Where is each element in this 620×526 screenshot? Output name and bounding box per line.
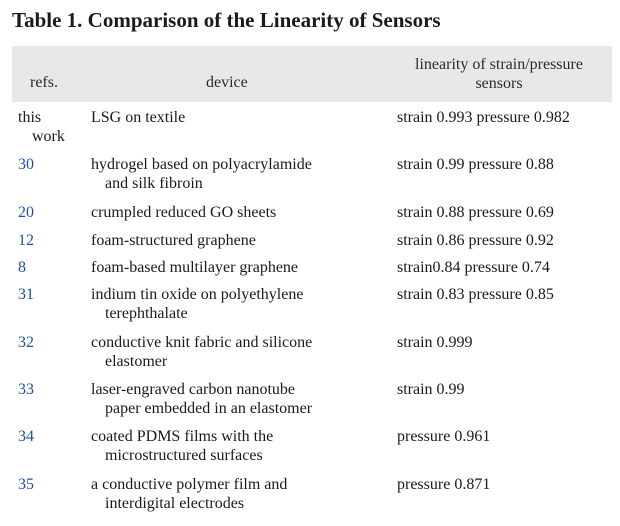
ref-link[interactable]: 33 <box>18 381 34 398</box>
table-title: Table 1. Comparison of the Linearity of Sensors <box>12 8 441 32</box>
device-text-line1: coated PDMS films with the <box>91 428 274 445</box>
device-cell <box>91 285 381 323</box>
device-cell <box>91 203 381 222</box>
column-header-linearity-line1: linearity of strain/pressure <box>415 56 583 73</box>
device-text-line2: interdigital electrodes <box>105 495 245 512</box>
ref-link[interactable]: 8 <box>18 259 26 276</box>
device-text-line1: conductive knit fabric and silicone <box>91 334 313 351</box>
device-cell <box>91 155 381 193</box>
device-text-line1: foam-based multilayer graphene <box>91 259 299 276</box>
device-text-line2: paper embedded in an elastomer <box>105 400 313 417</box>
linearity-cell: strain 0.83 pressure 0.85 <box>397 286 554 303</box>
ref-link[interactable]: 12 <box>18 232 34 249</box>
linearity-cell: strain 0.88 pressure 0.69 <box>397 204 554 221</box>
linearity-cell: strain 0.86 pressure 0.92 <box>397 232 554 249</box>
device-text-line2: elastomer <box>105 353 168 370</box>
linearity-cell: strain0.84 pressure 0.74 <box>397 259 550 276</box>
device-text-line1: hydrogel based on polyacrylamide <box>91 156 312 173</box>
linearity-cell: strain 0.99 <box>397 381 465 398</box>
column-header-linearity <box>392 55 606 93</box>
column-header-linearity-line2: sensors <box>475 75 523 92</box>
linearity-cell: strain 0.999 <box>397 334 473 351</box>
device-cell <box>91 333 381 371</box>
ref-link[interactable]: 30 <box>18 156 34 173</box>
linearity-cell: pressure 0.871 <box>397 476 491 493</box>
ref-text-line2: work <box>32 128 65 145</box>
linearity-cell: strain 0.993 pressure 0.982 <box>397 109 570 126</box>
device-text-line1: foam-structured graphene <box>91 232 256 249</box>
ref-link[interactable]: 32 <box>18 334 34 351</box>
device-text-line1: crumpled reduced GO sheets <box>91 204 277 221</box>
linearity-cell: strain 0.99 pressure 0.88 <box>397 156 554 173</box>
ref-link[interactable]: 20 <box>18 204 34 221</box>
ref-link[interactable]: 34 <box>18 428 34 445</box>
device-text-line1: LSG on textile <box>91 109 186 126</box>
device-text-line1: a conductive polymer film and <box>91 476 288 493</box>
ref-cell <box>18 108 70 146</box>
ref-link[interactable]: 35 <box>18 476 34 493</box>
device-cell <box>91 108 381 127</box>
device-cell <box>91 258 381 277</box>
device-cell <box>91 427 381 465</box>
device-cell <box>91 231 381 250</box>
ref-text-line1: this <box>18 109 42 126</box>
device-cell <box>91 475 381 513</box>
linearity-cell: pressure 0.961 <box>397 428 491 445</box>
device-text-line2: microstructured surfaces <box>105 447 263 464</box>
device-text-line1: laser-engraved carbon nanotube <box>91 381 296 398</box>
column-header-device: device <box>206 74 248 91</box>
device-text-line2: terephthalate <box>105 305 188 322</box>
device-text-line1: indium tin oxide on polyethylene <box>91 286 304 303</box>
column-header-refs: refs. <box>30 74 58 91</box>
ref-link[interactable]: 31 <box>18 286 34 303</box>
device-text-line2: and silk fibroin <box>105 175 203 192</box>
device-cell <box>91 380 381 418</box>
